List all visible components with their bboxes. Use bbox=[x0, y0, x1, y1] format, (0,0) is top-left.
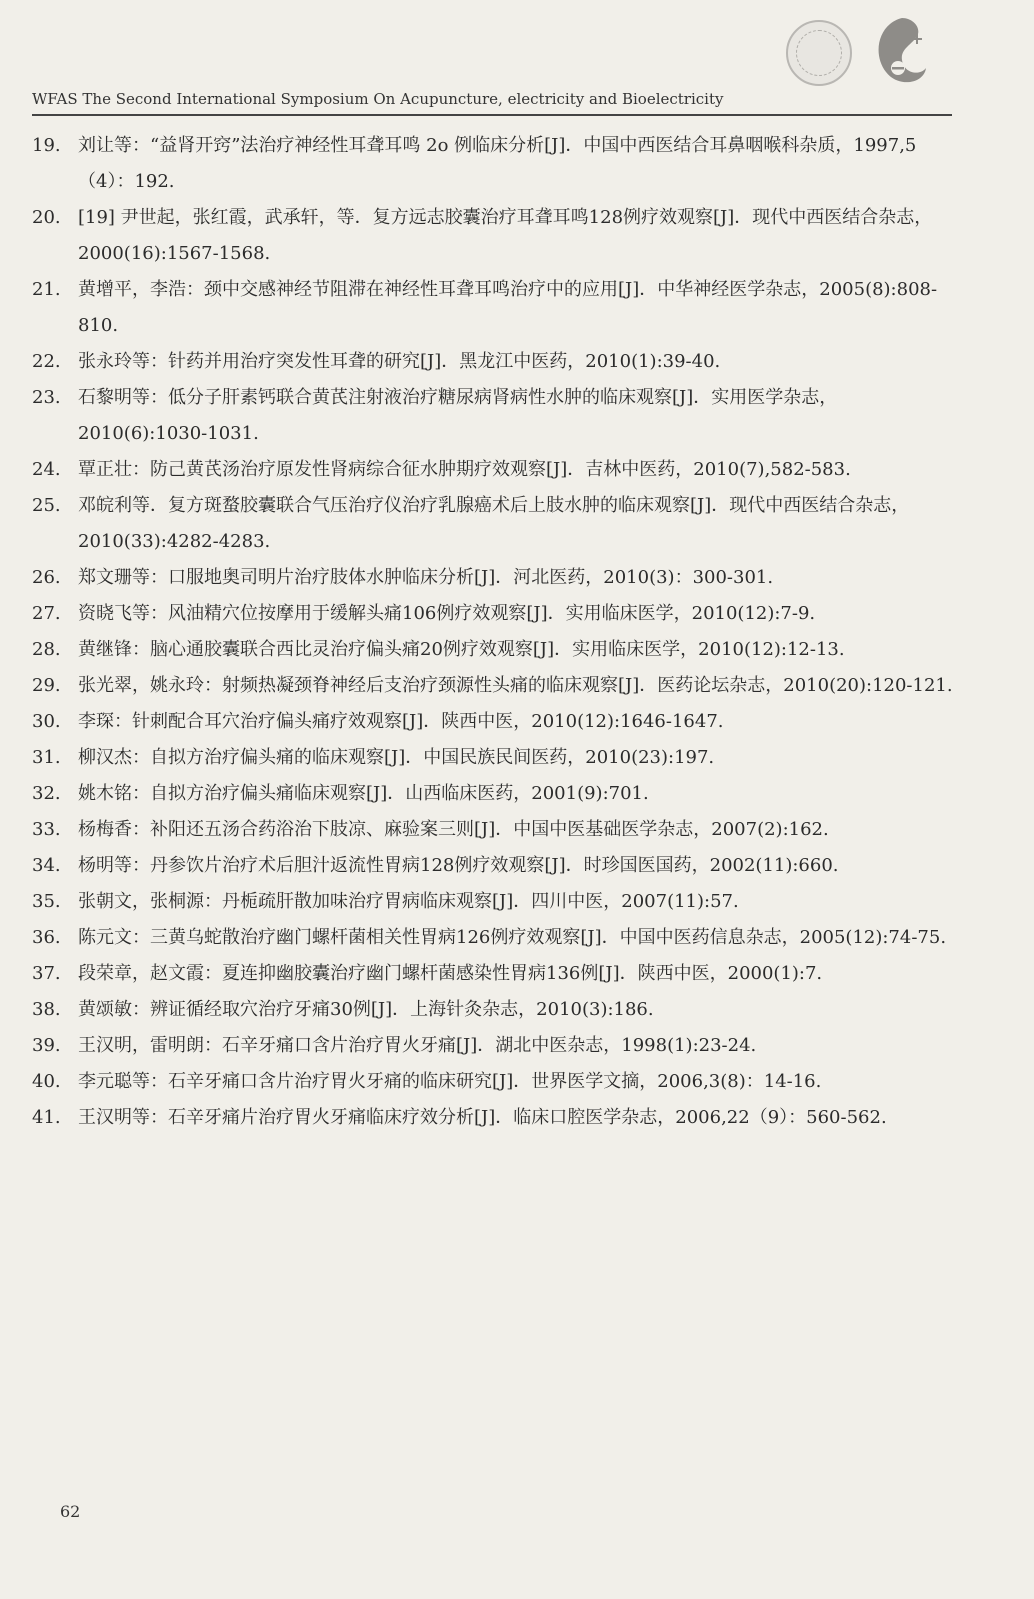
reference-number: 38. bbox=[32, 999, 61, 1020]
reference-number: 24. bbox=[32, 459, 61, 480]
reference-text: 黄颂敏：辨证循经取穴治疗牙痛30例[J]．上海针灸杂志，2010(3):186. bbox=[78, 999, 654, 1020]
reference-number: 28. bbox=[32, 639, 61, 660]
reference-number: 25. bbox=[32, 495, 61, 516]
reference-number: 40. bbox=[32, 1071, 61, 1092]
reference-text: 柳汉杰：自拟方治疗偏头痛的临床观察[J]．中国民族民间医药，2010(23):197. bbox=[78, 747, 715, 768]
reference-number: 26. bbox=[32, 567, 61, 588]
reference-item bbox=[32, 740, 962, 776]
reference-text: 段荣章，赵文霞：夏连抑幽胶囊治疗幽门螺杆菌感染性胃病136例[J]．陕西中医，2000(1):7. bbox=[78, 963, 823, 984]
reference-text: 杨梅香：补阳还五汤合药浴治下肢凉、麻验案三则[J]．中国中医基础医学杂志，2007(2):162. bbox=[78, 819, 829, 840]
running-header bbox=[32, 82, 952, 116]
reference-text: 王汉明，雷明朗：石辛牙痛口含片治疗胃火牙痛[J]．湖北中医杂志，1998(1):23-24. bbox=[78, 1035, 757, 1056]
reference-text: 郑文珊等：口服地奥司明片治疗肢体水肿临床分析[J]．河北医药，2010(3)：300-301. bbox=[78, 567, 774, 588]
yin-yang-icon bbox=[868, 14, 932, 90]
reference-text: 张光翠，姚永玲：射频热凝颈脊神经后支治疗颈源性头痛的临床观察[J]．医药论坛杂志，2010(20):120-121. bbox=[78, 675, 953, 696]
reference-text: 邓皖利等．复方斑蝥胶囊联合气压治疗仪治疗乳腺癌术后上肢水肿的临床观察[J]．现代中西医结合杂志，2010(33):4282-4283. bbox=[78, 495, 910, 552]
reference-number: 36. bbox=[32, 927, 61, 948]
reference-item bbox=[32, 128, 962, 200]
reference-number: 39. bbox=[32, 1035, 61, 1056]
reference-number: 34. bbox=[32, 855, 61, 876]
reference-text: 刘让等：“益肾开窍”法治疗神经性耳聋耳鸣 2o 例临床分析[J]．中国中西医结合耳鼻咽喉科杂质，1997,5（4）：192. bbox=[78, 135, 917, 192]
reference-item bbox=[32, 704, 962, 740]
reference-item bbox=[32, 956, 962, 992]
reference-number: 20. bbox=[32, 207, 61, 228]
reference-text: 陈元文：三黄乌蛇散治疗幽门螺杆菌相关性胃病126例疗效观察[J]．中国中医药信息杂志，2005(12):74-75. bbox=[78, 927, 947, 948]
reference-text: 杨明等：丹参饮片治疗术后胆汁返流性胃病128例疗效观察[J]．时珍国医国药，2002(11):660. bbox=[78, 855, 839, 876]
reference-item bbox=[32, 488, 962, 560]
reference-item bbox=[32, 1064, 962, 1100]
reference-number: 32. bbox=[32, 783, 61, 804]
reference-item bbox=[32, 344, 962, 380]
reference-number: 21. bbox=[32, 279, 61, 300]
reference-item bbox=[32, 272, 962, 344]
reference-number: 33. bbox=[32, 819, 61, 840]
reference-item bbox=[32, 452, 962, 488]
reference-item bbox=[32, 632, 962, 668]
reference-item bbox=[32, 812, 962, 848]
reference-text: 石黎明等：低分子肝素钙联合黄芪注射液治疗糖尿病肾病性水肿的临床观察[J]．实用医学杂志，2010(6):1030-1031. bbox=[78, 387, 838, 444]
reference-number: 35. bbox=[32, 891, 61, 912]
reference-item bbox=[32, 776, 962, 812]
reference-item bbox=[32, 920, 962, 956]
wfas-seal-icon bbox=[786, 20, 852, 86]
reference-number: 23. bbox=[32, 387, 61, 408]
reference-list bbox=[32, 128, 962, 1136]
reference-text: 李元聪等：石辛牙痛口含片治疗胃火牙痛的临床研究[J]．世界医学文摘，2006,3(8)：14-16. bbox=[78, 1071, 822, 1092]
reference-text: 姚木铭：自拟方治疗偏头痛临床观察[J]．山西临床医药，2001(9):701. bbox=[78, 783, 649, 804]
reference-item bbox=[32, 1028, 962, 1064]
reference-number: 31. bbox=[32, 747, 61, 768]
reference-text: 王汉明等：石辛牙痛片治疗胃火牙痛临床疗效分析[J]．临床口腔医学杂志，2006,22（9）：560-562. bbox=[78, 1107, 887, 1128]
reference-item bbox=[32, 848, 962, 884]
reference-number: 37. bbox=[32, 963, 61, 984]
reference-text: [19] 尹世起，张红霞，武承轩，等．复方远志胶囊治疗耳聋耳鸣128例疗效观察[J]．现代中西医结合杂志，2000(16):1567-1568. bbox=[78, 207, 933, 264]
header-title: WFAS The Second International Symposium On Acupuncture, electricity and Bioelectricity bbox=[32, 90, 724, 108]
reference-item bbox=[32, 1100, 962, 1136]
reference-number: 41. bbox=[32, 1107, 61, 1128]
reference-text: 资晓飞等：风油精穴位按摩用于缓解头痛106例疗效观察[J]．实用临床医学，2010(12):7-9. bbox=[78, 603, 816, 624]
reference-number: 29. bbox=[32, 675, 61, 696]
reference-text: 覃正壮：防己黄芪汤治疗原发性肾病综合征水肿期疗效观察[J]．吉林中医药，2010(7),582-583. bbox=[78, 459, 851, 480]
reference-number: 27. bbox=[32, 603, 61, 624]
reference-item bbox=[32, 884, 962, 920]
reference-number: 22. bbox=[32, 351, 61, 372]
reference-text: 黄继锋：脑心通胶囊联合西比灵治疗偏头痛20例疗效观察[J]．实用临床医学，2010(12):12-13. bbox=[78, 639, 845, 660]
reference-text: 张朝文，张桐源：丹栀疏肝散加味治疗胃病临床观察[J]．四川中医，2007(11):57. bbox=[78, 891, 739, 912]
reference-item bbox=[32, 596, 962, 632]
reference-text: 黄增平，李浩：颈中交感神经节阻滞在神经性耳聋耳鸣治疗中的应用[J]．中华神经医学杂志，2005(8):808-810. bbox=[78, 279, 938, 336]
reference-text: 李琛：针刺配合耳穴治疗偏头痛疗效观察[J]．陕西中医，2010(12):1646-1647. bbox=[78, 711, 724, 732]
reference-number: 30. bbox=[32, 711, 61, 732]
reference-item bbox=[32, 380, 962, 452]
reference-item bbox=[32, 992, 962, 1028]
reference-item bbox=[32, 560, 962, 596]
reference-number: 19. bbox=[32, 135, 61, 156]
page-number: 62 bbox=[60, 1502, 81, 1521]
reference-item bbox=[32, 200, 962, 272]
reference-text: 张永玲等：针药并用治疗突发性耳聋的研究[J]．黑龙江中医药，2010(1):39-40. bbox=[78, 351, 721, 372]
reference-item bbox=[32, 668, 962, 704]
